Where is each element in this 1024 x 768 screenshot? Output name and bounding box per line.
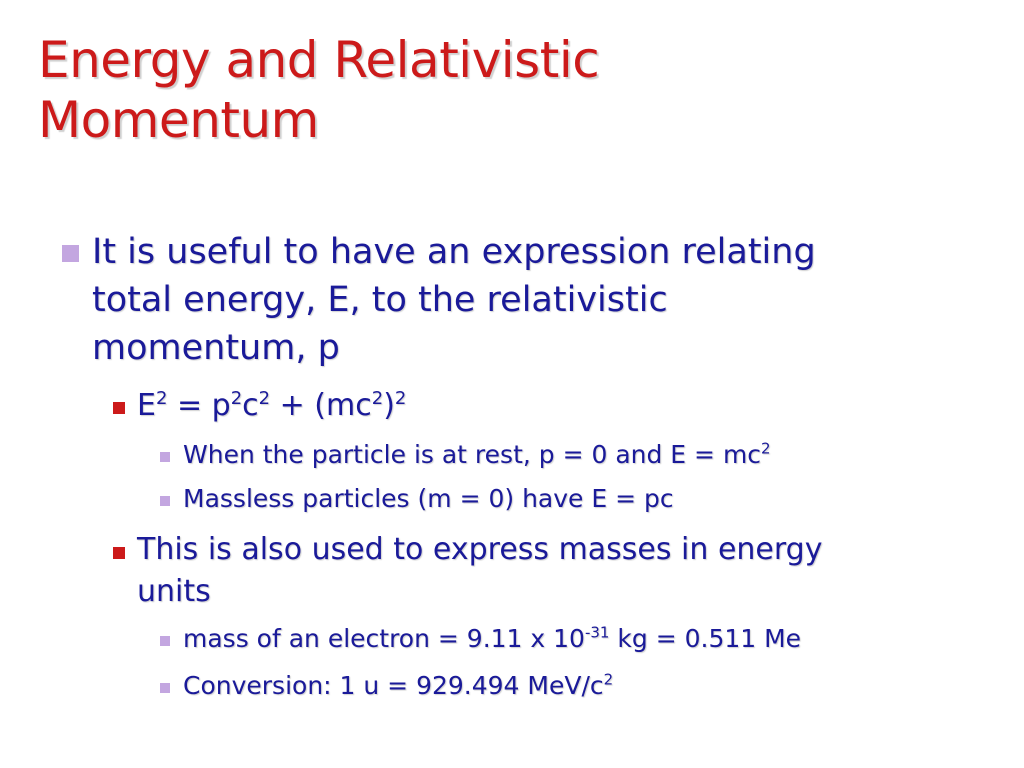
bullet-conversion [183,668,983,704]
bullet-text: mass of an electron = 9.11 x 10 [183,624,585,653]
bullet-energy-momentum [92,228,992,372]
bullet-line: momentum, p [92,328,340,368]
superscript: -31 [584,623,610,642]
eq-sup: 2 [394,387,407,409]
bullet-massless [183,481,983,517]
eq-text: ) [383,388,395,423]
bullet-marker-level3 [160,496,170,506]
bullet-line: total energy, E, to the relativistic [92,280,668,320]
bullet-electron-mass [183,621,983,657]
bullet-text: Conversion: 1 u = 929.494 MeV/c [183,671,604,700]
bullet-marker-level1 [62,245,79,262]
eq-sup: 2 [371,387,384,409]
bullet-line: units [137,574,211,609]
eq-text: = p [167,388,231,423]
bullet-line: This is also used to express masses in energy [137,532,823,567]
bullet-marker-level3 [160,452,170,462]
bullet-line: It is useful to have an expression relating [92,232,816,272]
bullet-text: kg = 0.511 Me [609,624,802,653]
bullet-at-rest [183,437,983,473]
eq-sup: 2 [230,387,243,409]
bullet-text: When the particle is at rest, p = 0 and E = mc [183,440,762,469]
bullet-energy-units [137,529,997,613]
bullet-equation [137,385,997,427]
bullet-marker-level2 [113,547,125,559]
bullet-marker-level2 [113,402,125,414]
eq-text: E [137,388,156,423]
bullet-marker-level3 [160,636,170,646]
title-line-2: Momentum [38,91,319,149]
slide-title [38,30,998,150]
bullet-marker-level3 [160,683,170,693]
eq-sup: 2 [155,387,168,409]
eq-text: c [242,388,259,423]
eq-sup: 2 [258,387,271,409]
superscript: 2 [761,439,771,458]
superscript: 2 [603,670,614,689]
bullet-text: Massless particles (m = 0) have E = pc [183,484,674,513]
title-line-1: Energy and Relativistic [38,31,600,89]
eq-text: + (mc [270,388,372,423]
